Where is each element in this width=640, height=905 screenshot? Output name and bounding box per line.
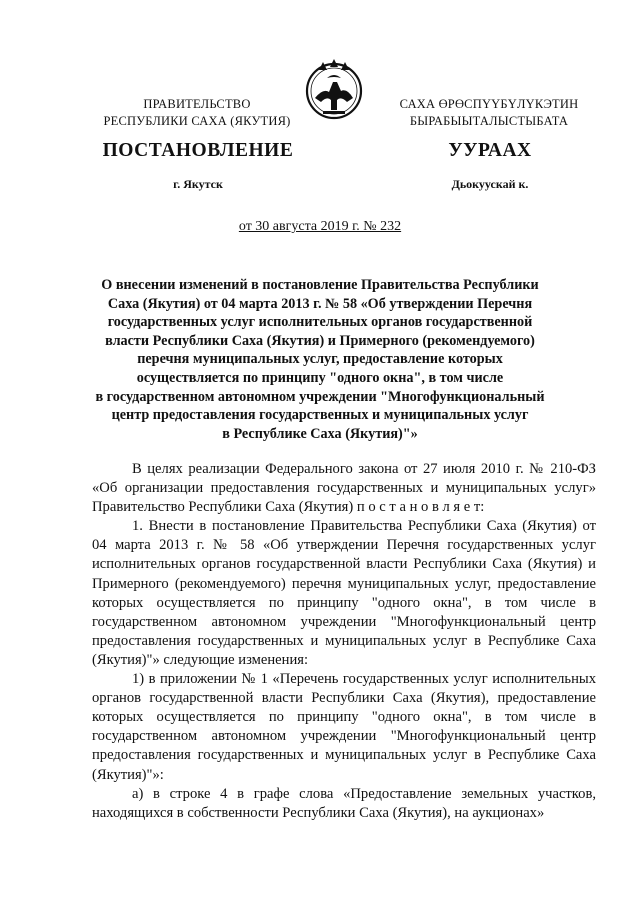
paragraph-item-1: 1. Внести в постановление Правительства Республики Саха (Якутия) от 04 марта 2013 г. № 58 «Об утверждении Перечня государственных услуг исполнительных органов государственной власти Республики Саха (Якутия) и Примерного (рекомендуемого) перечня муниципальных услуг, предоставление которых осуществляется по принципу "одного окна", в том числе в государственном автономном учреждении "Многофункциональный центр предоставления государственных и муниципальных услуг в Республике Саха (Якутия)"» следующие изменения: bbox=[92, 518, 596, 668]
document-type-yakut: УУРААХ bbox=[448, 140, 532, 161]
heading-line: власти Республики Саха (Якутия) и Примерного (рекомендуемого) bbox=[105, 332, 535, 349]
document-type-russian: ПОСТАНОВЛЕНИЕ bbox=[102, 140, 294, 161]
heading-line: государственных услуг исполнительных органов государственной bbox=[107, 314, 533, 331]
government-name-yakut-line1: САХА ӨРӨСПҮҮБҮЛҮКЭТИН bbox=[399, 97, 579, 111]
paragraph-subitem-1: 1) в приложении № 1 «Перечень государственных услуг исполнительных органов государственной власти Республики Саха (Якутия), предоставление которых осуществляется по принципу "одного окна", в том числе в государственном автономном учреждении "Многофункциональный центр предоставления государственных и муниципальных услуг в Республике Саха (Якутия)"»: bbox=[92, 671, 596, 783]
heading-line: перечня муниципальных услуг, предоставление которых bbox=[137, 351, 503, 368]
emblem-graphic bbox=[303, 58, 365, 120]
heading-line: в Республике Саха (Якутия)"» bbox=[222, 425, 418, 442]
heading-line: в государственном автономном учреждении "Многофункциональный bbox=[95, 388, 545, 405]
paragraph-subitem-a: а) в строке 4 в графе слова «Предоставление земельных участков, находящихся в собственности Республики Саха (Якутия), на аукционах» bbox=[92, 785, 596, 821]
document-heading bbox=[92, 276, 548, 443]
government-name-russian bbox=[92, 96, 302, 130]
government-name-line1: ПРАВИТЕЛЬСТВО bbox=[143, 97, 251, 111]
date-number-text: от 30 августа 2019 г. № 232 bbox=[238, 219, 402, 234]
document-date-number bbox=[0, 219, 640, 235]
city-russian: г. Якутск bbox=[173, 177, 223, 191]
government-name-line2: РЕСПУБЛИКИ САХА (ЯКУТИЯ) bbox=[103, 114, 291, 128]
city-yakut: Дьокуускай к. bbox=[451, 177, 529, 191]
heading-line: Саха (Якутия) от 04 марта 2013 г. № 58 «Об утверждении Перечня bbox=[107, 295, 533, 312]
coat-of-arms-icon bbox=[303, 58, 365, 120]
document-body bbox=[92, 460, 596, 823]
heading-line: центр предоставления государственных и муниципальных услуг bbox=[111, 407, 529, 424]
heading-line: осуществляется по принципу "одного окна", в том числе bbox=[136, 369, 504, 386]
government-name-yakut-line2: БЫРАБЫЫТАЛЫСТЫБАТА bbox=[409, 114, 569, 128]
paragraph-preamble: В целях реализации Федерального закона от 27 июля 2010 г. № 210-ФЗ «Об организации предоставления государственных и муниципальных услуг» Правительство Республики Саха (Якутия) п о с т а н о в л я е т: bbox=[92, 461, 596, 516]
heading-line: О внесении изменений в постановление Правительства Республики bbox=[101, 277, 539, 293]
government-name-yakut bbox=[384, 96, 594, 130]
